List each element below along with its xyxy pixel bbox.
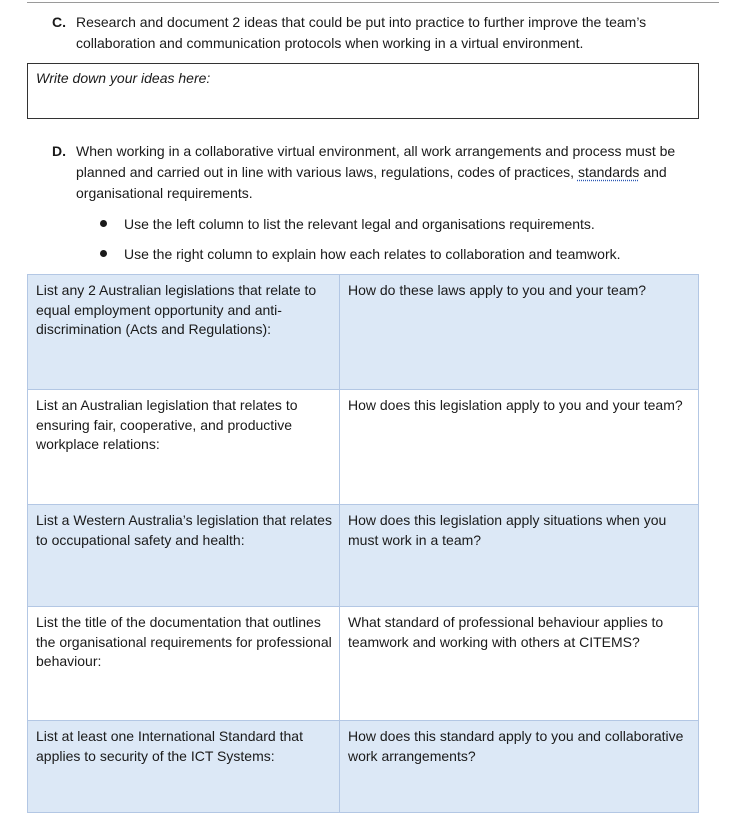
table-cell-left[interactable]: List any 2 Australian legislations that relate to equal employment opportunity and anti-discrimination (Acts and Regulations): (28, 275, 340, 390)
table-cell-right[interactable]: How do these laws apply to you and your team? (340, 275, 699, 390)
table-cell-right[interactable]: What standard of professional behaviour applies to teamwork and working with others at CITEMS? (340, 607, 699, 721)
ideas-answer-box[interactable] (27, 63, 699, 119)
bullet-icon (100, 250, 107, 257)
table-cell-left[interactable]: List at least one International Standard that applies to security of the ICT Systems: (28, 721, 340, 813)
table-row (28, 505, 699, 607)
table-row (28, 721, 699, 813)
bullet-item (100, 244, 700, 274)
table-cell-right[interactable]: How does this standard apply to you and collaborative work arrangements? (340, 721, 699, 813)
table-cell-right[interactable]: How does this legislation apply to you and your team? (340, 390, 699, 505)
bullet-text: Use the right column to explain how each relates to collaboration and teamwork. (124, 246, 621, 262)
instruction-bullets (100, 214, 700, 274)
question-c-letter: C. (52, 14, 66, 30)
table-cell-left[interactable]: List the title of the documentation that outlines the organisational requirements for professional behaviour: (28, 607, 340, 721)
table-row (28, 390, 699, 505)
question-d-text-after: and organisational requirements. (76, 164, 667, 201)
table-cell-left[interactable]: List a Western Australia’s legislation that relates to occupational safety and health: (28, 505, 340, 607)
question-d-text (76, 141, 702, 204)
question-d-text-before: When working in a collaborative virtual environment, all work arrangements and process must be planned and carried out in line with various laws, regulations, codes of practices, (76, 143, 676, 180)
ideas-answer-prompt: Write down your ideas here: (36, 70, 211, 86)
table-row (28, 607, 699, 721)
question-d-letter: D. (52, 143, 66, 159)
question-c (52, 12, 702, 54)
table-cell-left[interactable]: List an Australian legislation that relates to ensuring fair, cooperative, and productive workplace relations: (28, 390, 340, 505)
question-c-text: Research and document 2 ideas that could be put into practice to further improve the team’s collaboration and communication protocols when working in a virtual environment. (76, 14, 647, 51)
bullet-item (100, 214, 700, 244)
bullet-text: Use the left column to list the relevant legal and organisations requirements. (124, 216, 595, 232)
table-cell-right[interactable]: How does this legislation apply situations when you must work in a team? (340, 505, 699, 607)
legislation-table (27, 274, 699, 813)
bullet-icon (100, 220, 107, 227)
question-d (52, 141, 702, 204)
question-d-text-spellcheck-word: standards (577, 164, 640, 180)
page-top-rule (27, 2, 719, 3)
table-row (28, 275, 699, 390)
